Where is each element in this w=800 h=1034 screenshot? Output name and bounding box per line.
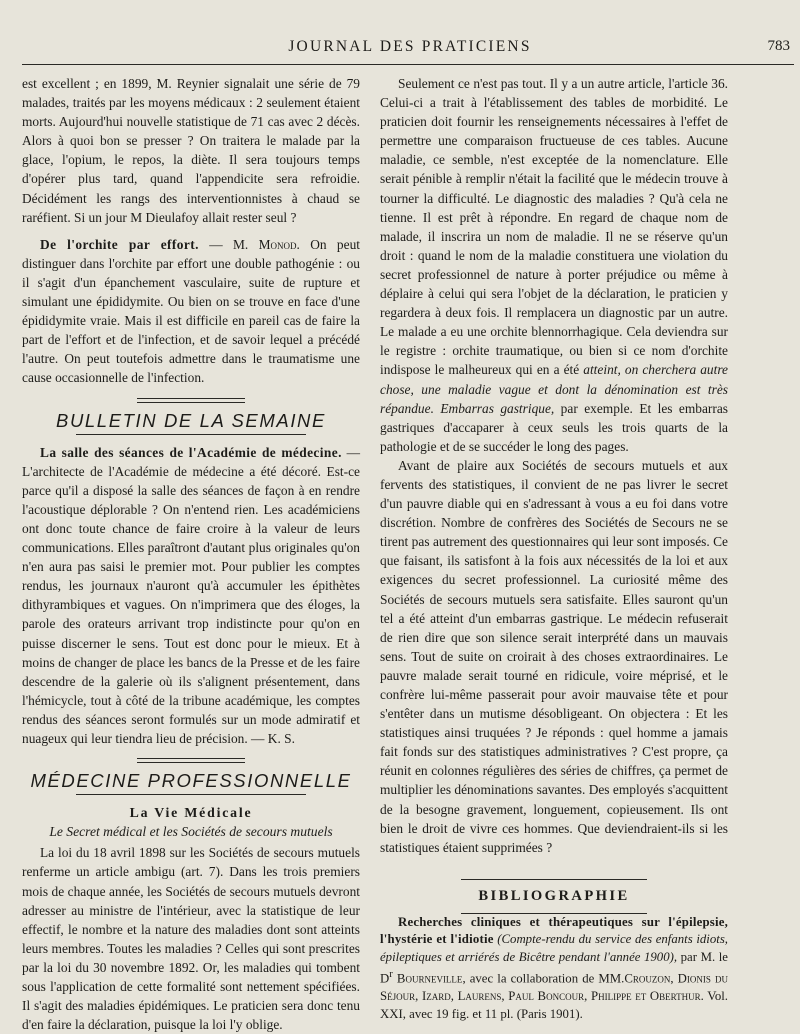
bulletin-rule	[76, 434, 306, 435]
section-divider	[137, 398, 245, 403]
orchite-paragraph: De l'orchite par effort. — M. Monod. On peut distinguer dans l'orchite par effort une double pathogénie : ou il s'agit d'un épanchement vasculaire, suite de rupture et simulant une épididymite. Ou bien on se trouve en face d'une épididymite vraie. Mais il est difficile en pareil cas de faire la part de l'effort et de l'infection, et de savoir lequel a précédé l'autre. On peut toutefois admettre dans le traumatisme une cause occasionnelle de l'infection.	[22, 236, 360, 386]
medecine-title: MÉDECINE PROFESSIONNELLE	[30, 770, 352, 792]
vie-medicale-subtitle: Le Secret médical et les Sociétés de secours mutuels	[49, 824, 333, 840]
section-divider	[137, 758, 245, 763]
orchite-lead: De l'orchite par effort.	[40, 236, 199, 252]
bibliographie-entry: Recherches cliniques et thérapeutiques sur l'épilepsie, l'hystérie et l'idiotie (Compte-rendu du service des enfants idiots, épileptiques et arriérés de Bicêtre pendant l'année 1900), par M. le $D^r$ Bourneville, avec la collaboration de MM.Crouzon, Dionis du Séjour, Izard, Laurens, Paul Boncour, Philippe et Oberthur. Vol. XXI, avec 19 fig. et 11 pl. (Paris 1901).	[380, 914, 728, 1021]
salle-lead: La salle des séances de l'Académie de médecine.	[40, 444, 342, 460]
left-column	[22, 74, 360, 1034]
page-number: 783	[767, 38, 790, 54]
vie-medicale-body: La loi du 18 avril 1898 sur les Sociétés de secours mutuels renferme un article ambigu (art. 7). Dans les trois premiers mois de chaque année, les Sociétés de secours mutuels devront adresser au ministre de l'intérieur, avec la statistique de leur effectif, le nombre et la nature des maladies dont sont atteints leurs membres. Toutes les maladies ? Celles qui sont prescrites par la loi du 30 novembre 1892. Or, les maladies qui tombent sous l'application de cette formalité sont nettement spécifiées. Il s'agit des maladies épidémiques. Le praticien sera donc tenu d'en faire la déclaration, puisque la loi l'y oblige.	[22, 845, 360, 1033]
journal-title: JOURNAL DES PRATICIENS	[288, 38, 532, 55]
salle-paragraph: La salle des séances de l'Académie de médecine. — L'architecte de l'Académie de médecine a été décoré. Est-ce parce qu'il a disposé la salle des séances de façon à en rendre l'acoustique déplorable ? On n'entend rien. Les académiciens ont donc toute chance de faire croire à la valeur de leurs communications. Elles paraîtront d'autant plus originales qu'on n'en aura pas saisi le premier mot. Pour publier les comptes rendus, les journaux n'auront qu'à accumuler les épithètes dithyrambiques et vagues. On n'imprimera que des éloges, la parole des orateurs arrivant trop indistincte pour qu'on en puisse discerner le sens. Tout est donc pour le mieux. Et à moins de changer de place les bancs de la Presse et de les faire descendre de la galerie où ils s'alignent présentement, dans l'hémicycle, tout à côté de la tribune académique, les comptes rendus des séances seront formulés sur un mode admiratif et nuageux qui leur tiendra lieu de précision. — K. S.	[22, 444, 360, 746]
reynier-paragraph: est excellent ; en 1899, M. Reynier signalait une série de 79 malades, traités par les moyens médicaux : 2 seulement étaient morts. Aujourd'hui nouvelle statistique de 71 cas avec 2 décès. Alors à quoi bon se presser ? On traitera le malade par la glace, l'opium, le repos, la diète. Il sera toujours temps d'opérer plus tard, quand l'appendicite sera refroidie. Décidément les rangs des interventionnistes à chaud se raréfient. Si un jour M Dieulafoy allait rester seul ?	[22, 76, 360, 225]
bibliographie-title: BIBLIOGRAPHIE	[461, 879, 647, 914]
right-column	[380, 74, 728, 1023]
medecine-rule	[76, 794, 306, 795]
orchite-author: Monod	[258, 236, 297, 252]
secours-paragraph: Avant de plaire aux Sociétés de secours mutuels et aux fervents des statistiques, il convient de ne pas livrer le secret d'un pauvre diable qui en s'adressant à vous a eu foi dans votre discrétion. Nombre de confrères des Sociétés de Secours ne se tirent pas autrement des questionnaires qui leur sont imposés. Ce que faisant, ils satisfont à la fois aux nécessités de la loi et aux exigences du secret professionnel. La curiosité même des Sociétés de secours mutuels sera satisfaite. Elles sauront qu'un tel a été atteint d'un embarras gastrique. Le médecin refuserait de rien dire que son silence serait interprété dans un mauvais sens. Tout de suite on croirait à des choses extraordinaires. Le pauvre malade serait tourné en ridicule, voire méprisé, et le confrère lui-même passerait pour avoir mauvaise tête et pour s'entêter dans un mutisme désobligeant. On objectera : Et les statistiques ainsi truquées ? Je réponds : quel homme a jamais fait fonds sur des statistiques administratives ? C'est propre, ça réunit en colonnes régulières des séries de chiffres, ça permet de multiplier les dénominations savantes. Des employés s'acquittent de la besogne gravement, longuement, copieusement. Ils ont bien le droit de vivre ces hommes. Que deviendraient-ils si les statistiques étaient supprimées ?	[380, 457, 728, 855]
header-rule	[22, 64, 794, 65]
vie-medicale-title: La Vie Médicale	[129, 805, 253, 821]
bulletin-title: BULLETIN DE LA SEMAINE	[56, 409, 326, 431]
article36-paragraph: Seulement ce n'est pas tout. Il y a un autre article, l'article 36. Celui-ci a trait à l'établissement des tables de morbidité. Le praticien doit fournir les renseignements nécessaires à l'effet de permettre une comparaison fructueuse de ces tables. Aucune maladie, ce semble, n'est exceptée de la nomenclature. Elle serait pénible à remplir n'était la facilité que le médecin trouve à tourner la difficulté. Le diagnostic des maladies ? Qu'à cela ne tienne. Il est prêt à répondre. En regard de chaque nom de malade, il inscrira un nom de maladie. Il ne se réserve qu'un droit : quand le nom de la maladie constituera une violation du secret professionnel de nature à porter préjudice ou même à déplaire à celui qui sera l'objet de la déclaration, le praticien y regardera à deux fois. Il remplacera un diagnostic par un autre. Le malade a eu une orchite blennorrhagique. Cela deviendra sur le registre : orchite traumatique, ou bien si ce nom d'orchite indispose le malheureux qui en a été atteint, on cherchera autre chose, une maladie vague et dont la dénomination est très répandue. Embarras gastrique, par exemple. Et les embarras gastriques d'accaparer à ceux seuls les trois quarts de la pathologie et de se succéder le long des pages.	[380, 76, 728, 454]
page-header	[22, 38, 798, 64]
